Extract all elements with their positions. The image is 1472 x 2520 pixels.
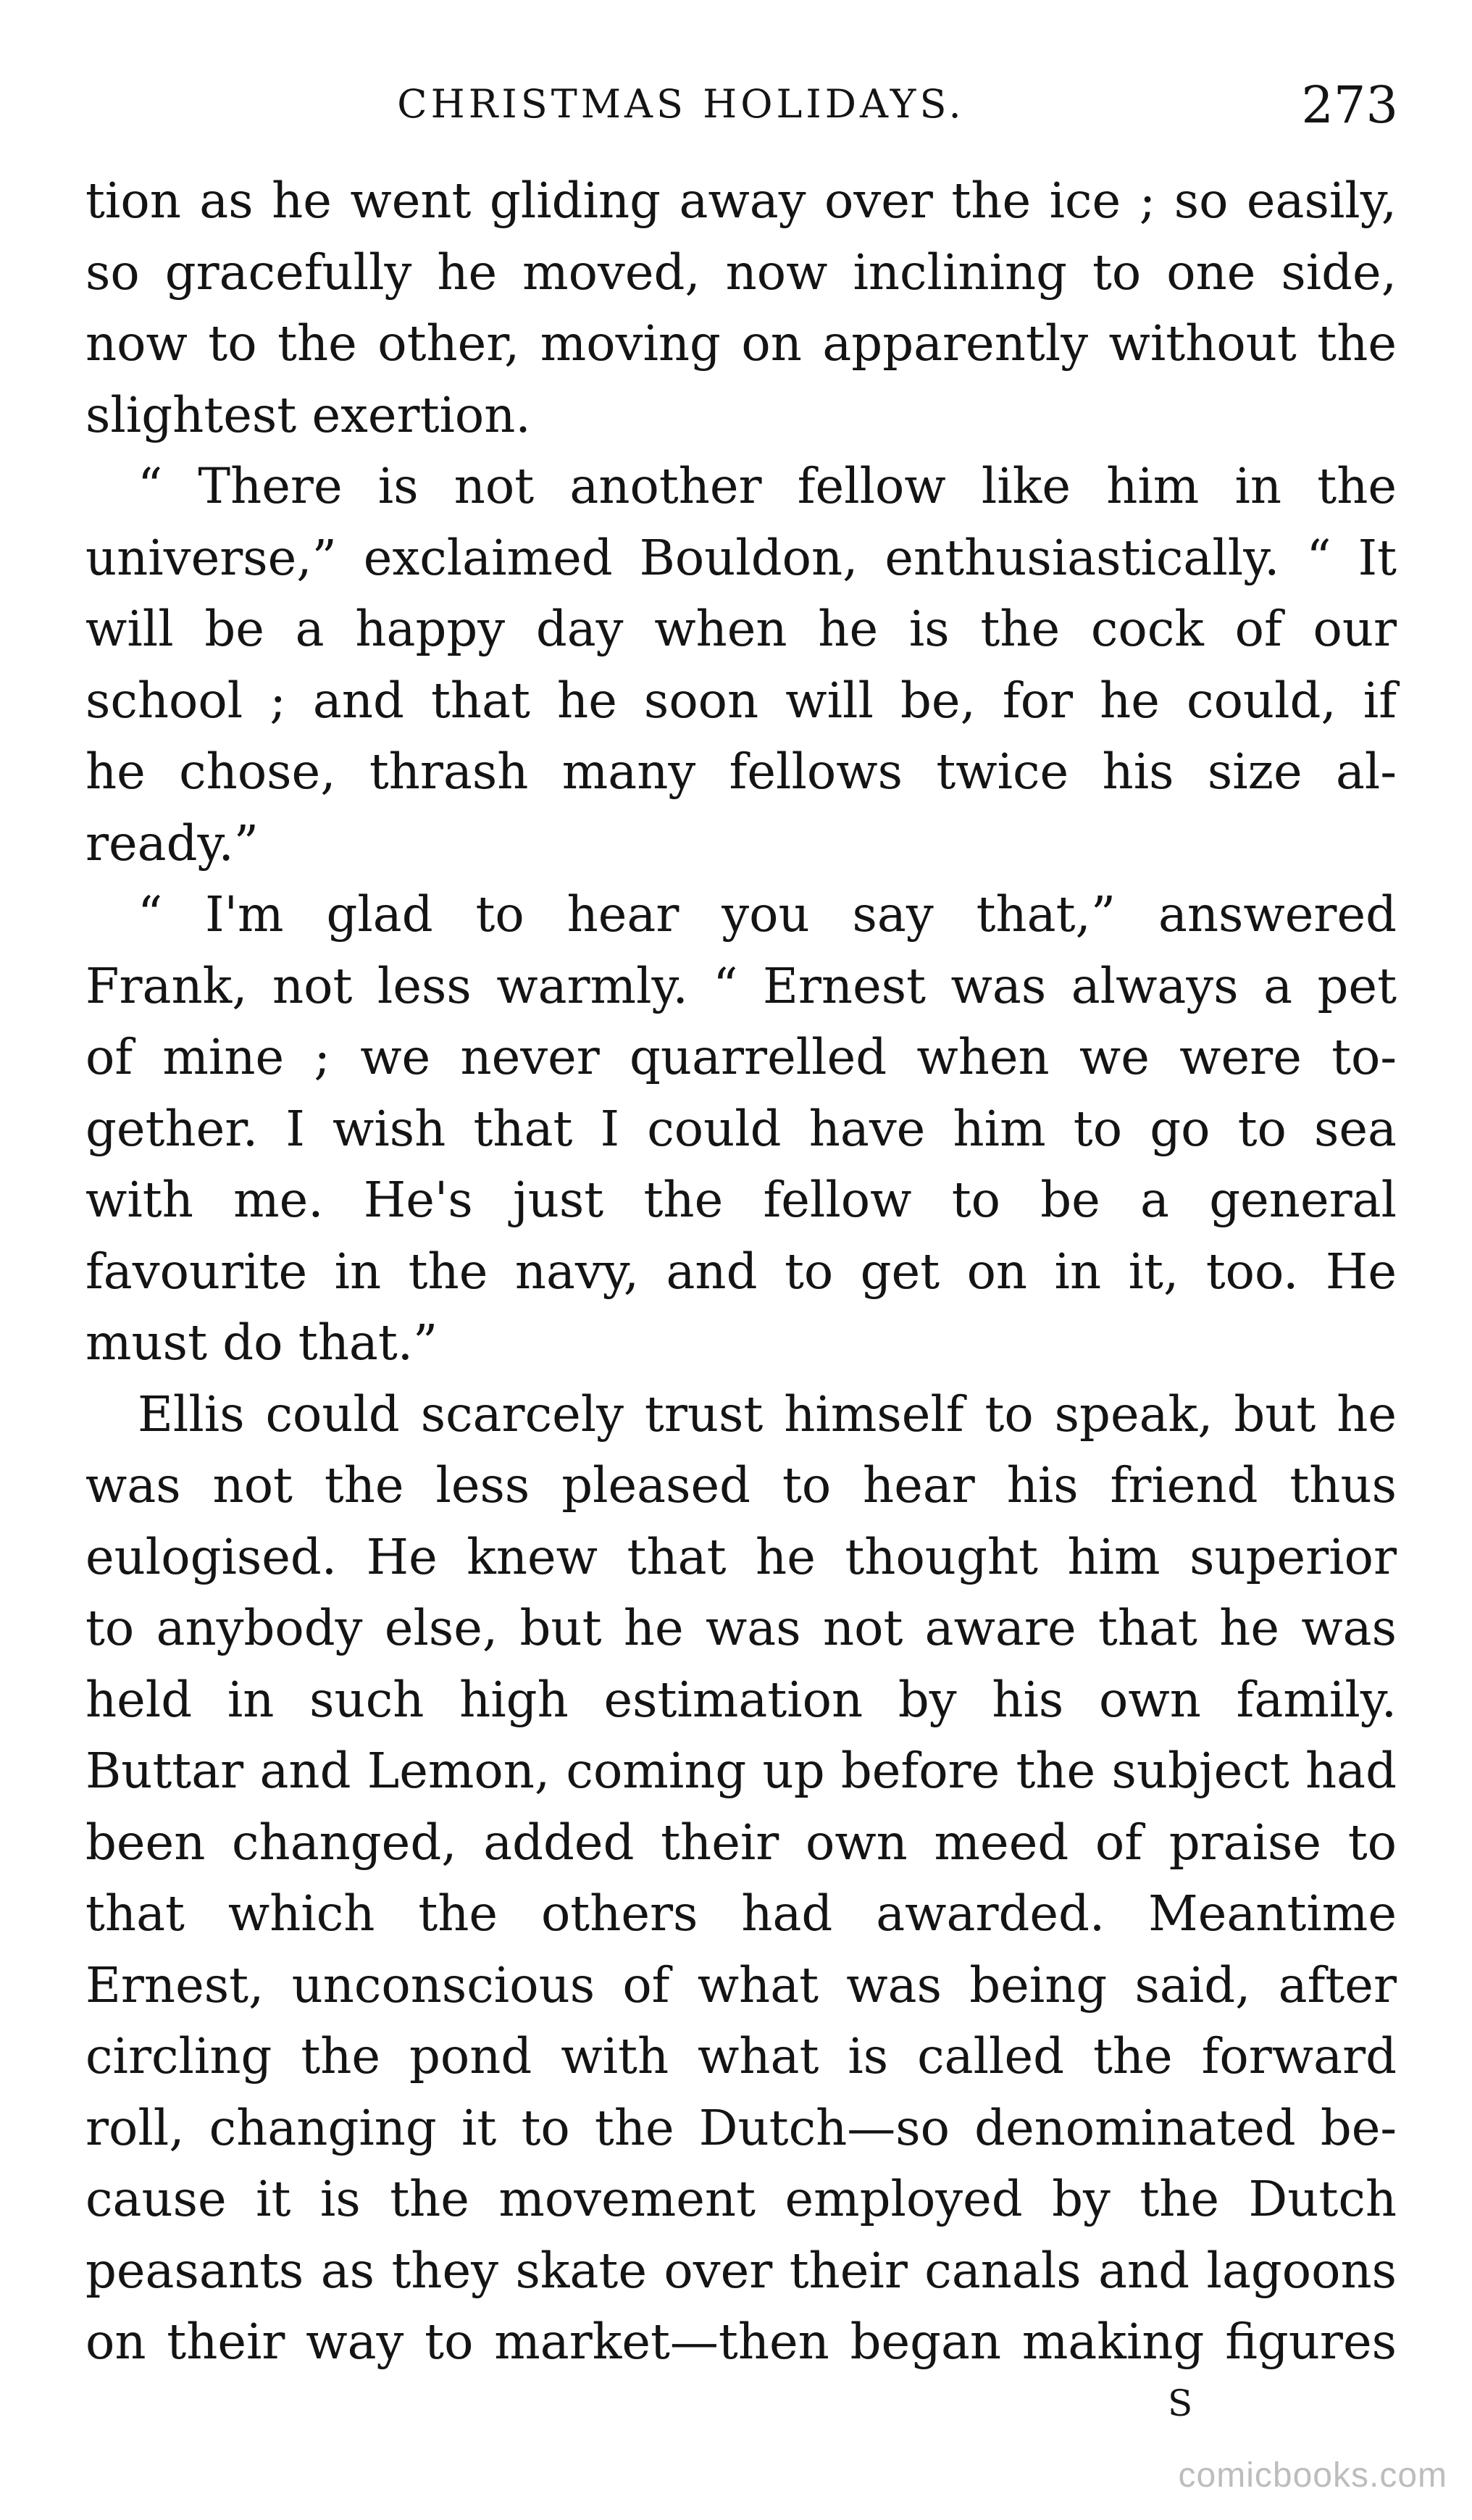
signature-mark: S [1168, 2382, 1193, 2424]
text-line: favourite in the navy, and to get on in it, too. He [85, 1243, 1397, 1300]
text-line: roll, changing it to the Dutch—so denominated be- [85, 2099, 1397, 2156]
text-line: Ernest, unconscious of what was being said, after [85, 1956, 1397, 2014]
text-line: peasants as they skate over their canals and lagoons [85, 2242, 1397, 2299]
text-line: circling the pond with what is called the forward [85, 2028, 1397, 2085]
text-line: now to the other, moving on apparently without the [85, 315, 1397, 372]
text-line: was not the less pleased to hear his friend thus [85, 1457, 1397, 1514]
running-head [94, 75, 1398, 141]
text-line: cause it is the movement employed by the Dutch [85, 2171, 1397, 2227]
text-line: to anybody else, but he was not aware that he was [85, 1600, 1397, 1656]
text-line: he chose, thrash many fellows twice his size al- [85, 743, 1397, 800]
running-title: CHRISTMAS HOLIDAYS. [397, 81, 965, 127]
text-line: ready.” [85, 814, 259, 872]
text-line: that which the others had awarded. Meantime [85, 1885, 1397, 1942]
text-line: school ; and that he soon will be, for he could, if [85, 672, 1397, 729]
text-line: tion as he went gliding away over the ice ; so easily, [85, 172, 1397, 229]
text-line: gether. I wish that I could have him to go to sea [85, 1100, 1397, 1157]
text-line: held in such high estimation by his own family. [85, 1671, 1397, 1728]
page-number: 273 [1301, 75, 1398, 135]
text-line: universe,” exclaimed Bouldon, enthusiastically. “ It [85, 529, 1397, 586]
text-line: with me. He's just the fellow to be a general [85, 1172, 1397, 1228]
text-line: “ I'm glad to hear you say that,” answered [138, 886, 1397, 943]
text-line: been changed, added their own meed of praise to [85, 1814, 1397, 1871]
text-line: Frank, not less warmly. “ Ernest was always a pet [85, 957, 1397, 1014]
text-line: Buttar and Lemon, coming up before the subject had [85, 1743, 1397, 1799]
text-line: of mine ; we never quarrelled when we were to- [85, 1029, 1397, 1085]
text-line: “ There is not another fellow like him in the [138, 458, 1397, 514]
watermark: comicbooks.com [1178, 2456, 1447, 2495]
text-line: eulogised. He knew that he thought him superior [85, 1528, 1397, 1585]
text-line: Ellis could scarcely trust himself to speak, but he [138, 1385, 1397, 1443]
text-line: so gracefully he moved, now inclining to one side, [85, 243, 1397, 301]
body-text [85, 165, 1397, 2378]
text-line: slightest exertion. [85, 386, 531, 443]
text-line: will be a happy day when he is the cock of our [85, 601, 1397, 657]
text-line: must do that.” [85, 1314, 438, 1371]
text-line: on their way to market—then began making figures [85, 2314, 1397, 2370]
